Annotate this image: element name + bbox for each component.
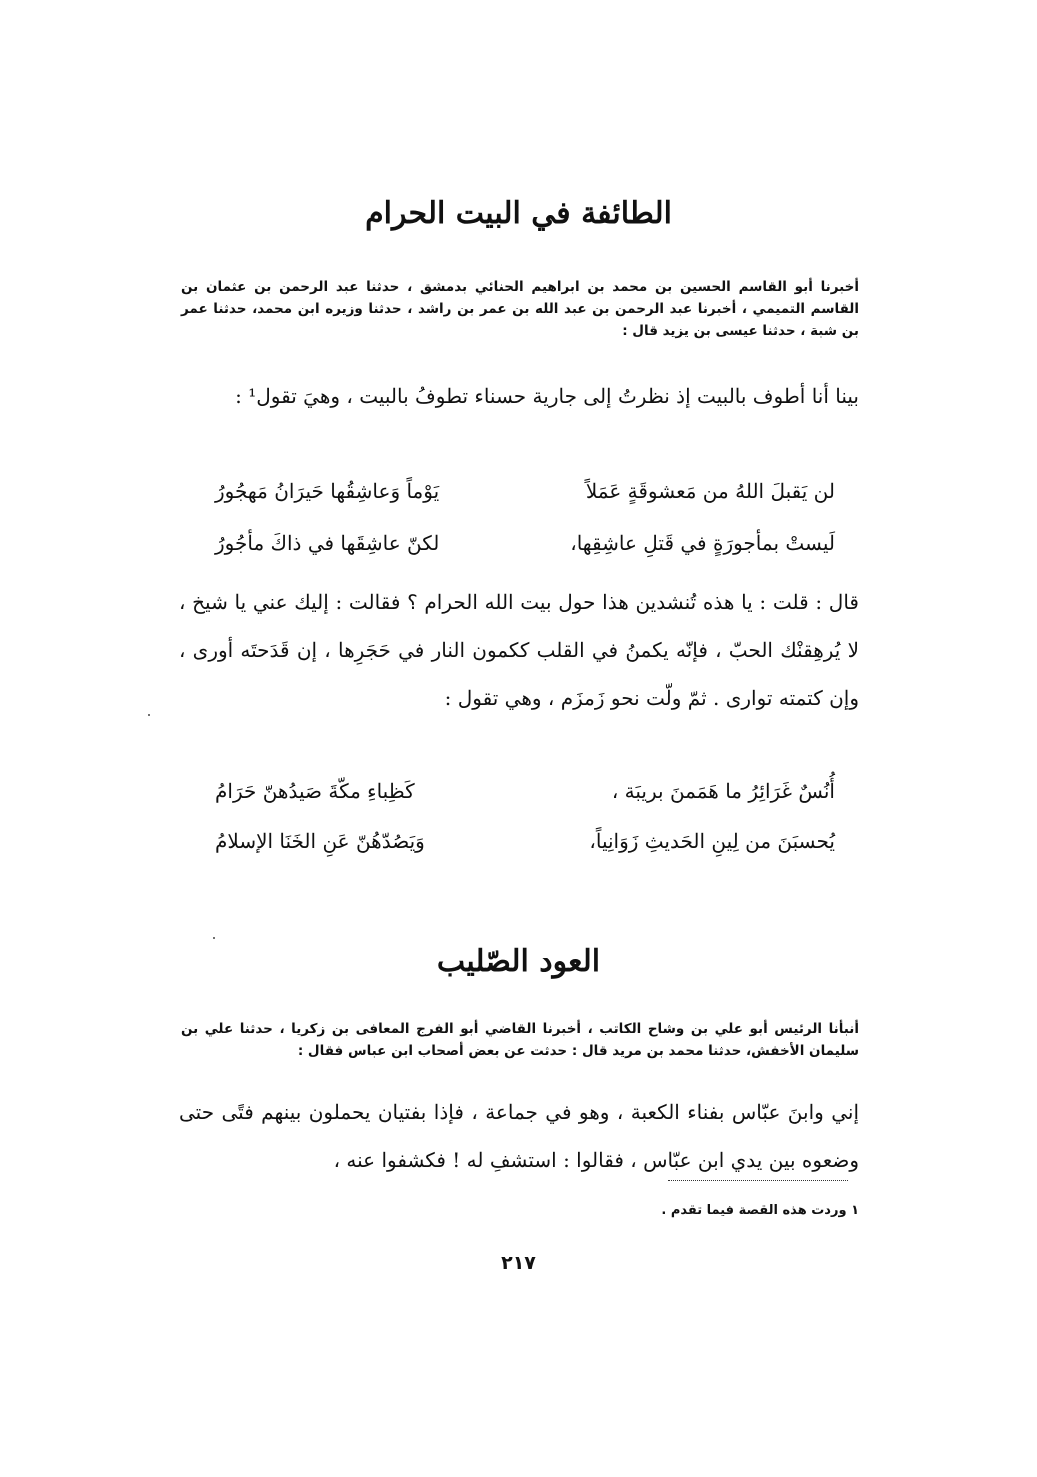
section-title-tawaf: الطائفة في البيت الحرام xyxy=(365,196,672,231)
footnote-separator xyxy=(668,1180,848,1181)
isnad-block: أنبأنا الرئيس أبو علي بن وشاح الكاتب ، أخبرنا القاضي أبو الفرج المعافى بن زكريا ، حدثنا علي بن سليمان الأخفش، حدثنا محمد بن مريد قال : حدثت عن بعض أصحاب ابن عباس فقال : xyxy=(181,1021,859,1059)
scan-speck xyxy=(148,714,150,716)
verse-line xyxy=(215,768,835,814)
verse-line xyxy=(215,520,835,566)
verse-line xyxy=(215,818,835,864)
isnad-block: أخبرنا أبو القاسم الحسين بن محمد بن ابراهيم الحنائي بدمشق ، حدثنا عبد الرحمن بن عثمان بن القاسم التميمي ، أخبرنا عبد الرحمن بن عبد الله بن عمر بن راشد ، حدثنا وزيره ابن محمد، حدثنا عمر بن شبة ، حدثنا عيسى بن يزيد قال : xyxy=(181,279,859,339)
verse-hemistich-second: لكنّ عاشِقَها في ذاكَ مأجُورُ xyxy=(215,531,440,555)
page-number: ٢١٧ xyxy=(501,1252,536,1274)
verse-hemistich-second: كَظِباءِ مكّةَ صَيدُهنّ حَرَامُ xyxy=(215,779,415,803)
body-paragraph: إني وابنَ عبّاس بفناء الكعبة ، وهو في جماعة ، فإذا بفتيان يحملون بينهم فتًى حتى وضعوه بين يدي ابن عبّاس ، فقالوا : استشفِ له ! فكشفوا عنه ، xyxy=(179,1100,859,1172)
verse-hemistich-second: وَيَصُدّهُنّ عَنِ الخَنَا الإسلامُ xyxy=(215,829,425,853)
verse-hemistich-first: لَيستْ بمأجورَةٍ في قَتلِ عاشِقِها، xyxy=(570,531,835,555)
verse-hemistich-second: يَوْماً وَعاشِقُها حَيرَانُ مَهجُورُ xyxy=(215,479,440,503)
section-title-oud: العود الصّليب xyxy=(436,944,601,979)
verse-line xyxy=(215,468,835,514)
intro-paragraph: بينا أنا أطوف بالبيت إذ نظرتُ إلى جارية حسناء تطوفُ بالبيت ، وهيَ تقول¹ : xyxy=(235,384,859,408)
verse-hemistich-first: يُحسبَنَ من لِينِ الحَديثِ زَوَانِياً، xyxy=(589,829,835,853)
verse-hemistich-first: لن يَقبلَ اللهُ من مَعشوقَةٍ عَمَلاً xyxy=(585,479,835,503)
verse-hemistich-first: أُنُسٌ غَرَائِرُ ما هَمَمنَ بريبَة ، xyxy=(611,779,835,803)
narrative-paragraph: قال : قلت : يا هذه تُنشدين هذا حول بيت الله الحرام ؟ فقالت : إليك عني يا شيخ ، لا يُرهِقنْك الحبّ ، فإنّه يكمنُ في القلب ككمون النار في حَجَرِها ، إن قَدَحتَه أورى ، وإن كتمته توارى . ثمّ ولّت نحو زَمزَم ، وهي تقول : xyxy=(179,590,859,710)
scan-speck xyxy=(213,937,215,939)
footnote: ١ وردت هذه القصة فيما تقدم . xyxy=(661,1203,859,1218)
